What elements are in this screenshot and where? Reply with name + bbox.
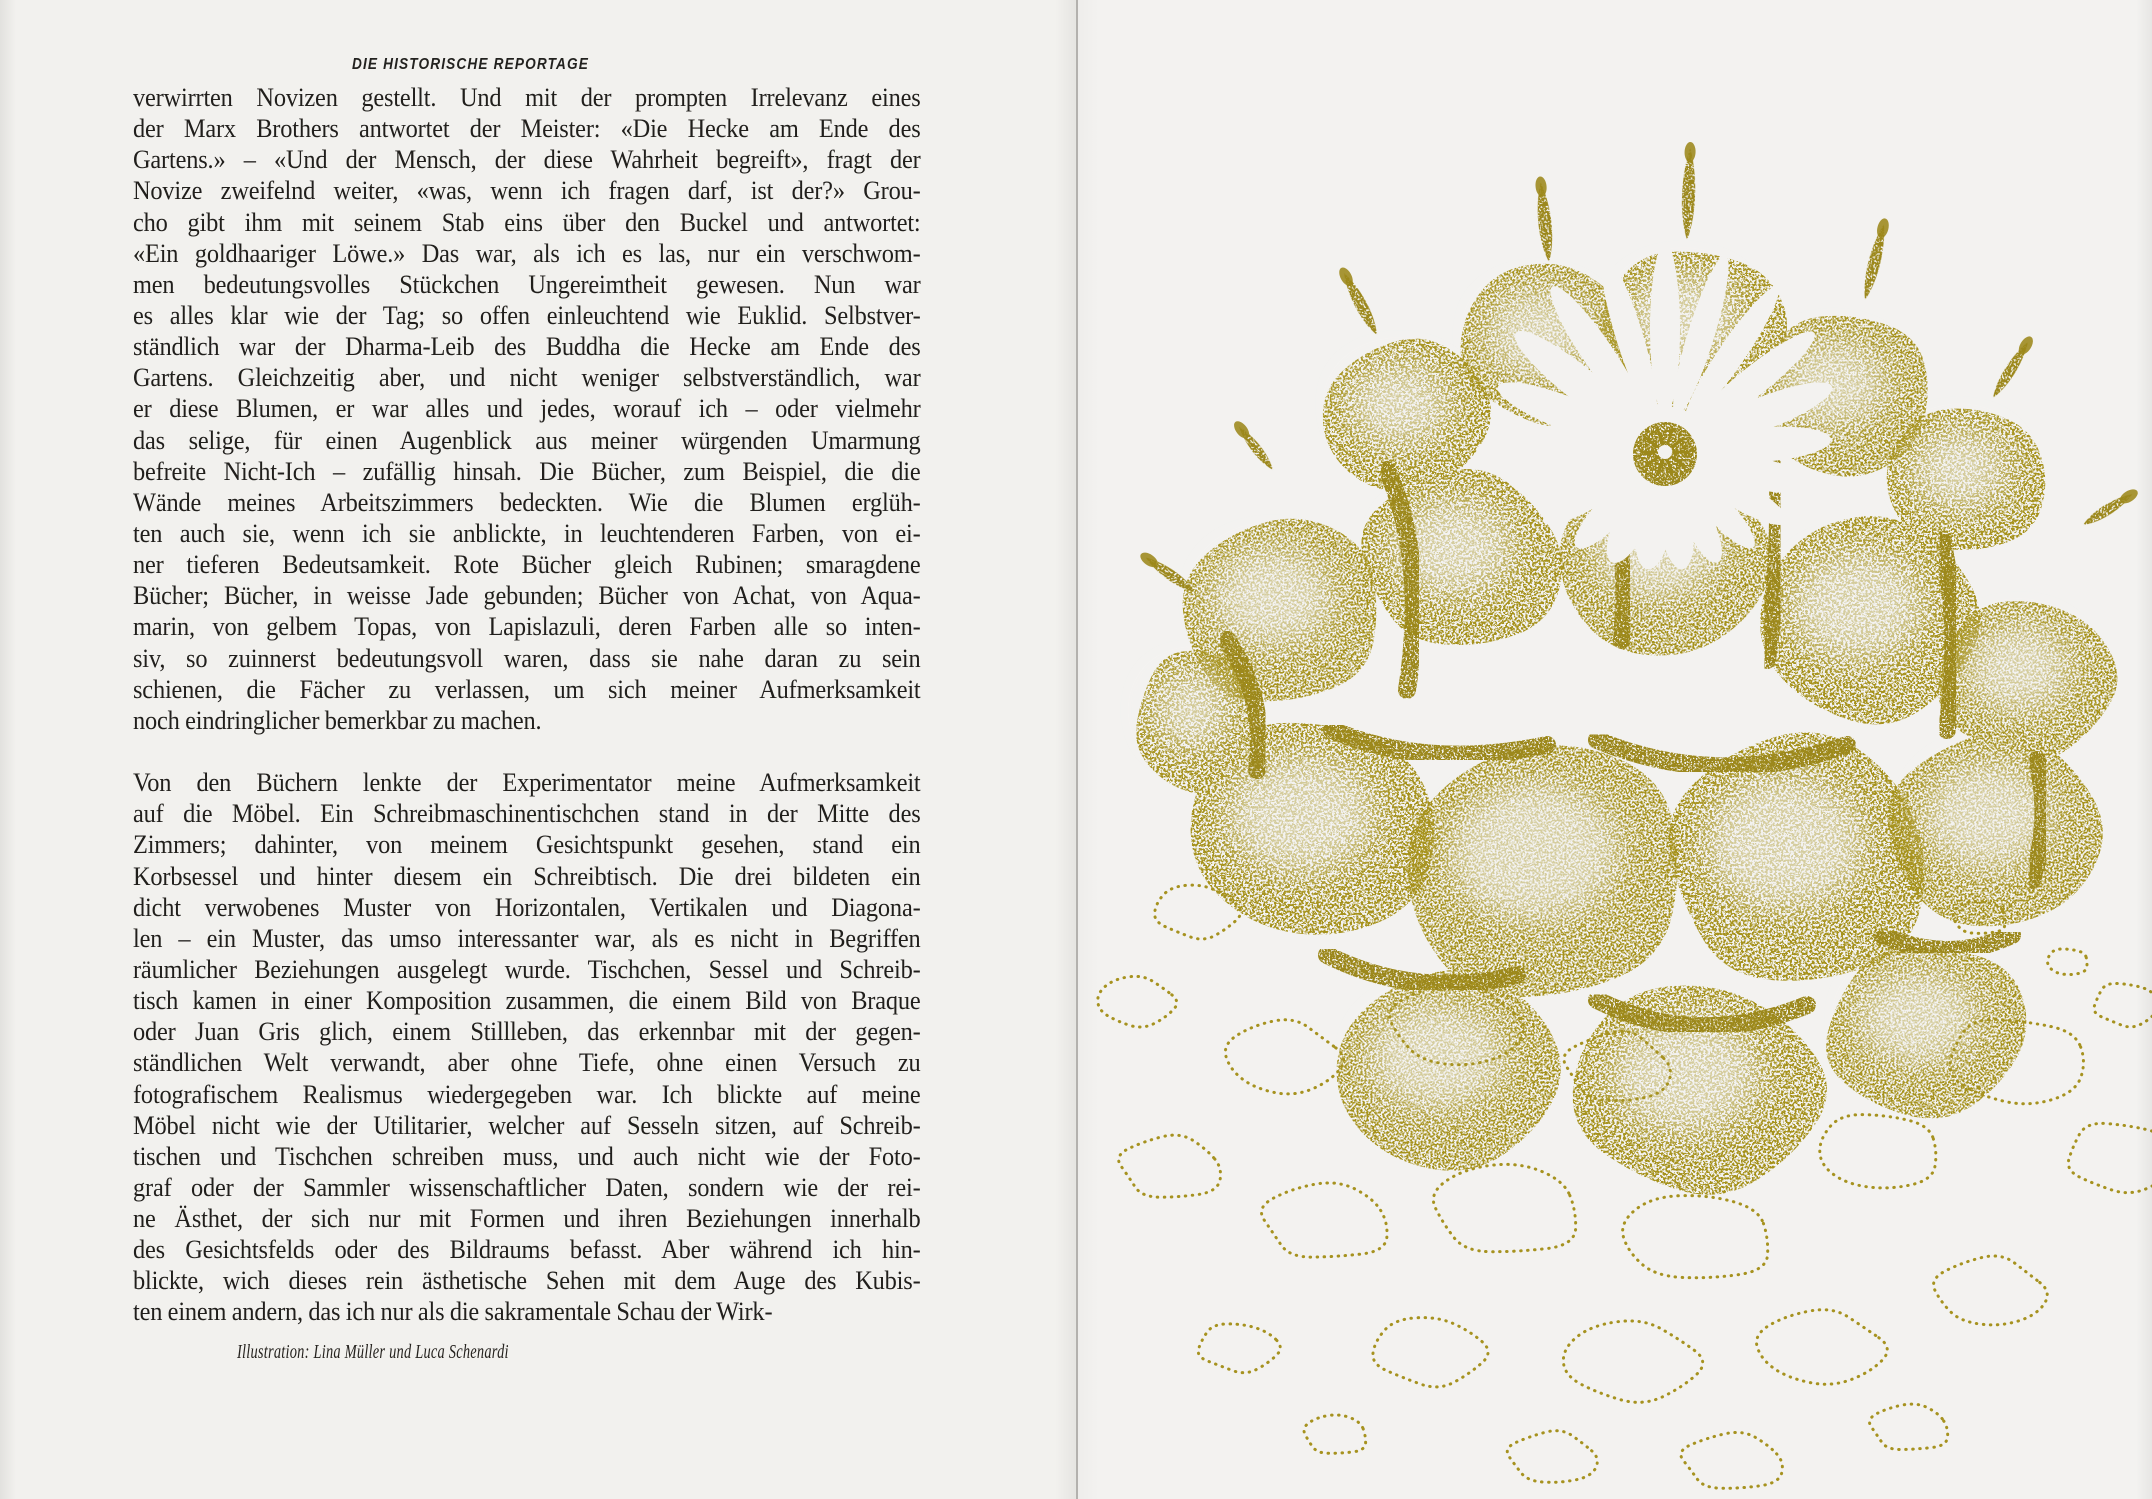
text-line: schienen, die Fächer zu verlassen, um sich meiner Aufmerksamkeit xyxy=(133,673,921,704)
text-line: Wände meines Arbeitszimmers bedeckten. Wie die Blumen erglüh- xyxy=(133,486,921,517)
text-line: graf oder der Sammler wissenschaftlicher Daten, sondern wie der rei- xyxy=(133,1171,921,1202)
text-line: marin, von gelbem Topas, von Lapislazuli, deren Farben alle so inten- xyxy=(133,611,921,642)
text-line: räumlicher Beziehungen ausgelegt wurde. Tischchen, Sessel und Schreib- xyxy=(133,953,921,984)
text-line: ner tieferen Bedeutsamkeit. Rote Bücher gleich Rubinen; smaragdene xyxy=(133,549,921,580)
text-line: Bücher; Bücher, in weisse Jade gebunden; Bücher von Achat, von Aqua- xyxy=(133,580,921,611)
right-page xyxy=(1077,0,2152,1499)
text-line: ne Ästhet, der sich nur mit Formen und ihren Beziehungen innerhalb xyxy=(133,1203,921,1234)
text-line: fotografischem Realismus wiedergegeben war. Ich blickte auf meine xyxy=(133,1078,921,1109)
text-line: oder Juan Gris glich, einem Stillleben, das erkennbar mit der gegen- xyxy=(133,1016,921,1047)
text-line: er diese Blumen, er war alles und jedes, worauf ich – oder vielmehr xyxy=(133,393,921,424)
text-line: ständlichen Welt verwandt, aber ohne Tiefe, ohne einen Versuch zu xyxy=(133,1047,921,1078)
text-line: men bedeutungsvolles Stückchen Ungereimtheit gewesen. Nun war xyxy=(133,268,921,299)
text-line: Gartens.» – «Und der Mensch, der diese Wahrheit begreift», fragt der xyxy=(133,144,921,175)
text-line: Möbel nicht wie der Utilitarier, welcher auf Sesseln sitzen, auf Schreib- xyxy=(133,1109,921,1140)
peyote-illustration xyxy=(1077,0,2152,1499)
text-line: siv, so zuinnerst bedeutungsvoll waren, dass sie nahe daran zu sein xyxy=(133,642,921,673)
right-edge-shade xyxy=(2136,0,2152,1499)
text-line: tischen und Tischchen schreiben muss, und auch nicht wie der Foto- xyxy=(133,1140,921,1171)
text-line: «Ein goldhaariger Löwe.» Das war, als ich es las, nur ein verschwom- xyxy=(133,237,921,268)
text-line: auf die Möbel. Ein Schreibmaschinentischchen stand in der Mitte des xyxy=(133,798,921,829)
text-line: Von den Büchern lenkte der Experimentator meine Aufmerksamkeit xyxy=(133,767,921,798)
text-line: dicht verwobenes Muster von Horizontalen, Vertikalen und Diagona- xyxy=(133,891,921,922)
text-line: ten einem andern, das ich nur als die sakramentale Schau der Wirk- xyxy=(133,1296,773,1327)
text-line: der Marx Brothers antwortet der Meister: «Die Hecke am Ende des xyxy=(133,113,921,144)
text-block xyxy=(133,82,921,1328)
text-line: Korbsessel und hinter diesem ein Schreibtisch. Die drei bildeten ein xyxy=(133,860,921,891)
text-line: das selige, für einen Augenblick aus meiner würgenden Umarmung xyxy=(133,424,921,455)
text-line: verwirrten Novizen gestellt. Und mit der prompten Irrelevanz eines xyxy=(133,82,921,112)
running-header: DIE HISTORISCHE REPORTAGE xyxy=(352,56,590,73)
text-line: len – ein Muster, das umso interessanter war, als es nicht in Begriffen xyxy=(133,922,921,953)
text-line: ten auch sie, wenn ich sie anblickte, in leuchtenderen Farben, von ei- xyxy=(133,517,921,548)
paragraph xyxy=(133,82,921,736)
text-line: es alles klar wie der Tag; so offen einleuchtend wie Euklid. Selbstver- xyxy=(133,299,921,330)
text-line: Novize zweifelnd weiter, «was, wenn ich fragen darf, ist der?» Grou- xyxy=(133,175,921,206)
left-edge-shade xyxy=(0,0,16,1499)
illustration-credit: Illustration: Lina Müller und Luca Schenardi xyxy=(237,1342,509,1363)
paragraph xyxy=(133,767,921,1328)
text-line: tisch kamen in einer Komposition zusammen, die einem Bild von Braque xyxy=(133,985,921,1016)
text-line: cho gibt ihm mit seinem Stab eins über den Buckel und antwortet: xyxy=(133,206,921,237)
text-line: Gartens. Gleichzeitig aber, und nicht weniger selbstverständlich, war xyxy=(133,362,921,393)
page-gutter-line xyxy=(1076,0,1078,1499)
text-line: des Gesichtsfelds oder des Bildraums befasst. Aber während ich hin- xyxy=(133,1234,921,1265)
text-line: Zimmers; dahinter, von meinem Gesichtspunkt gesehen, stand ein xyxy=(133,829,921,860)
text-line: blickte, wich dieses rein ästhetische Sehen mit dem Auge des Kubis- xyxy=(133,1265,921,1296)
text-line: befreite Nicht-Ich – zufällig hinsah. Die Bücher, zum Beispiel, die die xyxy=(133,455,921,486)
text-line: ständlich war der Dharma-Leib des Buddha die Hecke am Ende des xyxy=(133,331,921,362)
text-line: noch eindringlicher bemerkbar zu machen. xyxy=(133,704,542,735)
